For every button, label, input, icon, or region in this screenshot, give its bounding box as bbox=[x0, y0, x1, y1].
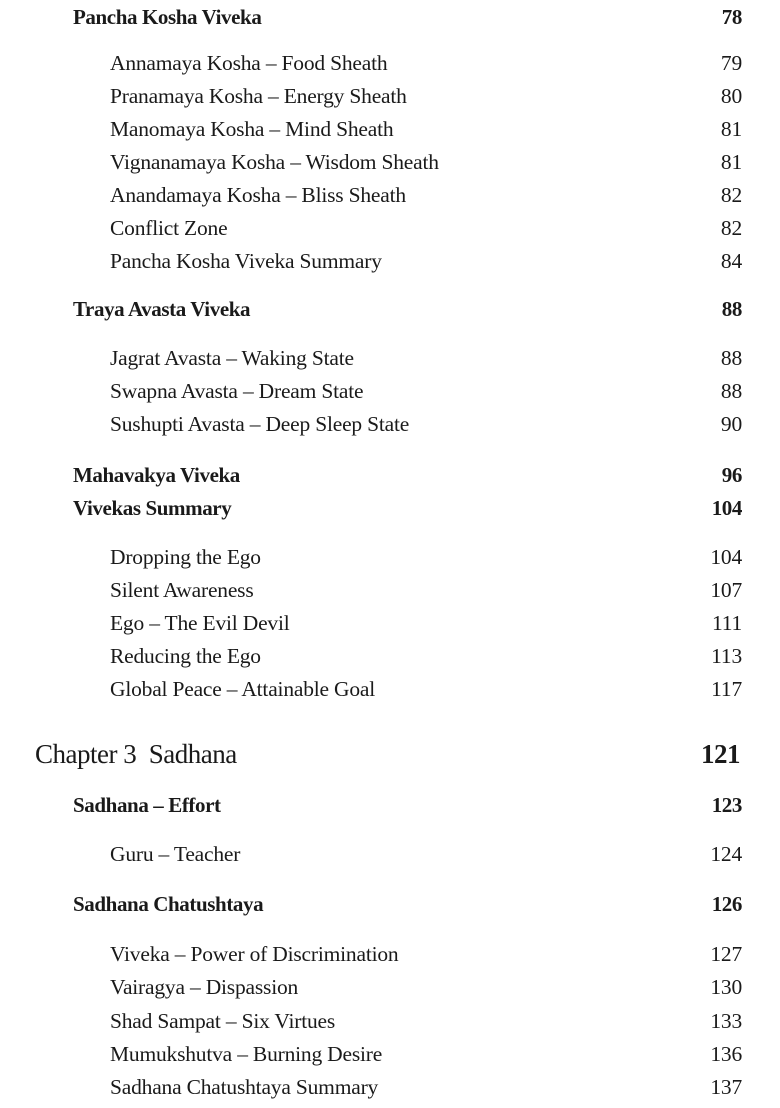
entry-title: Sushupti Avasta – Deep Sleep State bbox=[110, 412, 410, 436]
entry-title: Viveka – Power of Discrimination bbox=[110, 942, 399, 966]
entry-title: Pranamaya Kosha – Energy Sheath bbox=[110, 84, 407, 108]
entry-title: Pancha Kosha Viveka Summary bbox=[110, 249, 382, 273]
page-number: 78 bbox=[721, 5, 742, 29]
toc-subsection-entry bbox=[0, 178, 780, 212]
toc-subsection-entry bbox=[0, 970, 780, 1004]
toc-subsection-entry bbox=[0, 1037, 780, 1071]
entry-title: Shad Sampat – Six Virtues bbox=[110, 1009, 336, 1033]
entry-title: Vairagya – Dispassion bbox=[110, 975, 299, 999]
toc-subsection-entry bbox=[0, 374, 780, 408]
page-number: 82 bbox=[720, 183, 742, 207]
entry-title: Annamaya Kosha – Food Sheath bbox=[110, 51, 388, 75]
entry-title: Vivekas Summary bbox=[73, 496, 232, 520]
toc-subsection-entry bbox=[0, 1004, 780, 1038]
toc-section-entry bbox=[0, 491, 780, 525]
entry-title: Guru – Teacher bbox=[110, 842, 241, 866]
toc-subsection-entry bbox=[0, 672, 780, 706]
entry-title: Jagrat Avasta – Waking State bbox=[110, 346, 354, 370]
entry-title: Pancha Kosha Viveka bbox=[73, 5, 262, 29]
page-number: 107 bbox=[710, 578, 742, 602]
page-number: 124 bbox=[710, 842, 742, 866]
toc-section-entry bbox=[0, 788, 780, 822]
entry-title: Anandamaya Kosha – Bliss Sheath bbox=[110, 183, 406, 207]
entry-title: Swapna Avasta – Dream State bbox=[110, 379, 364, 403]
page-number: 88 bbox=[720, 346, 742, 370]
page-number: 121 bbox=[701, 739, 740, 769]
entry-title: Sadhana Chatushtaya bbox=[73, 892, 264, 916]
page-number: 123 bbox=[711, 793, 742, 817]
page-number: 104 bbox=[710, 545, 742, 569]
page-number: 113 bbox=[711, 644, 742, 668]
toc-subsection-entry bbox=[0, 112, 780, 146]
toc-subsection-entry bbox=[0, 46, 780, 80]
page-number: 80 bbox=[720, 84, 742, 108]
toc-subsection-entry bbox=[0, 407, 780, 441]
entry-title: Silent Awareness bbox=[110, 578, 254, 602]
toc-subsection-entry bbox=[0, 573, 780, 607]
page-number: 88 bbox=[720, 379, 742, 403]
page-number: 82 bbox=[720, 216, 742, 240]
toc-subsection-entry bbox=[0, 606, 780, 640]
entry-title: Sadhana Chatushtaya Summary bbox=[110, 1075, 379, 1099]
page-number: 96 bbox=[721, 463, 742, 487]
page-number: 79 bbox=[720, 51, 742, 75]
page-number: 136 bbox=[710, 1042, 742, 1066]
entry-title: Reducing the Ego bbox=[110, 644, 261, 668]
toc-subsection-entry bbox=[0, 837, 780, 871]
toc-subsection-entry bbox=[0, 937, 780, 971]
page-number: 81 bbox=[720, 150, 742, 174]
toc-subsection-entry bbox=[0, 341, 780, 375]
page-number: 88 bbox=[721, 297, 742, 321]
toc-subsection-entry bbox=[0, 1070, 780, 1104]
page-number: 133 bbox=[710, 1009, 742, 1033]
toc-subsection-entry bbox=[0, 244, 780, 278]
entry-title: Traya Avasta Viveka bbox=[73, 297, 251, 321]
page-number: 81 bbox=[720, 117, 742, 141]
entry-title: Manomaya Kosha – Mind Sheath bbox=[110, 117, 394, 141]
entry-title: Global Peace – Attainable Goal bbox=[110, 677, 376, 701]
page-number: 127 bbox=[710, 942, 742, 966]
entry-title: Dropping the Ego bbox=[110, 545, 261, 569]
page-number: 84 bbox=[720, 249, 742, 273]
entry-title: Mahavakya Viveka bbox=[73, 463, 240, 487]
toc-subsection-entry bbox=[0, 211, 780, 245]
page-number: 104 bbox=[711, 496, 742, 520]
toc-section-entry bbox=[0, 0, 780, 34]
toc-section-entry bbox=[0, 292, 780, 326]
page-number: 126 bbox=[711, 892, 742, 916]
entry-title: Sadhana – Effort bbox=[73, 793, 221, 817]
page-number: 137 bbox=[710, 1075, 742, 1099]
entry-title: Vignanamaya Kosha – Wisdom Sheath bbox=[110, 150, 439, 174]
page-number: 111 bbox=[711, 611, 742, 635]
page-number: 90 bbox=[720, 412, 742, 436]
page-number: 117 bbox=[711, 677, 742, 701]
entry-title: Ego – The Evil Devil bbox=[110, 611, 290, 635]
toc-section-entry bbox=[0, 458, 780, 492]
toc-chapter-heading bbox=[0, 737, 780, 771]
page-number: 130 bbox=[710, 975, 742, 999]
entry-title: Mumukshutva – Burning Desire bbox=[110, 1042, 383, 1066]
toc-subsection-entry bbox=[0, 145, 780, 179]
toc-subsection-entry bbox=[0, 639, 780, 673]
entry-title: Conflict Zone bbox=[110, 216, 228, 240]
entry-title: Chapter 3 Sadhana bbox=[35, 739, 237, 769]
toc-subsection-entry bbox=[0, 540, 780, 574]
toc-section-entry bbox=[0, 887, 780, 921]
toc-subsection-entry bbox=[0, 79, 780, 113]
